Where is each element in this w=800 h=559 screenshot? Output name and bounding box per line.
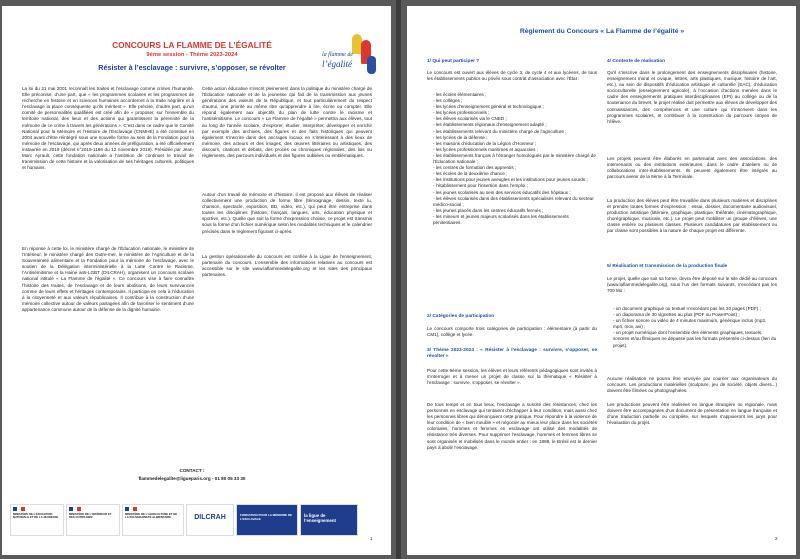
section-4-p2: Les projets peuvent être élaborés en partenariat avec des associations, des intervenants ou des institutions extérieures, dans le cadre d’ateliers ou de collaborations inter-établissements. Ils peuvent également être intégrés au parcours avenir de la 6ème à la Terminale. [607,156,777,180]
logo-fondation-esclavage [236,504,298,536]
intro-col2-p3: La gestion opérationnelle du concours est confiée à la Ligue de l’enseignement, partenaire du concours. L’ensemble des informations relatives au concours est accessible sur le site www.laflammedelegalite.org et les sites des principaux partenaires. [202,254,372,278]
file-formats-list [613,306,777,349]
flame-shape-icon [367,56,376,74]
intro-col2-p2: Autour d’un travail de mémoire et d’histoire, il est proposé aux élèves de réaliser collectivement une production de forme libre (témoignage, dessin, texte lu, chanson, spectacle, exposition, BD, vidéo, etc.), qui peut être entreprise dans toutes les disciplines (histoire, français, langues, arts, éducation physique et sportive, etc.). Quelle que soit la forme d’expression choisie, ce projet est transmis sous la forme d’un fichier numérique selon les modalités techniques et le calendrier précisés dans le règlement figurant ci-après. [202,192,372,234]
flamme-logo [322,34,382,78]
logo-text: MINISTÈRE DE L’ÉDUCATION NATIONALE ET DE LA JEUNESSE [13,512,59,520]
intro-col1-p1: La loi du 21 mai 2001 reconnaît les traites et l’esclavage comme crimes l’humanité. Elle préconise, d’une part, que « les programmes scolaires et les programmes de recherche en histoire et en sciences humaines accorderont à la traite négrière et à l’esclavage la place conséquente qu’ils méritent ». Elle précise, d’autre part, qu’un comité de personnalités qualifiées est créé afin de « proposer, sur l’ensemble du territoire national, des lieux et des actions qui garantissent la pérennité de la mémoire de ce crime à travers les générations ». C’est dans ce cadre que le Comité National pour la Mémoire et l’Histoire de l’Esclavage (CNMHE) a été constitué en 2004 avant d’être réintégré sous une nouvelle forme au sein de la Fondation pour la mémoire de l’esclavage, qui après deux années de préfiguration, a été officiellement instaurée en 2019 (décret n°2019-1166 du 12 novembre 2019). Présidée par Jean-Marc Ayrault, cette fondation nationale a l’ambition de continuer le travail de transmission de cette histoire et la valorisation de ses héritages culturels, politiques et humains. [22,86,194,171]
section-2-heading: 2/ Catégories de participation [427,314,495,319]
section-4-p1: Qu’il s’inscrive dans le prolongement des enseignements disciplinaires (histoire, enseignement moral et civique, lettres, arts plastiques, musique, histoire de l’art, etc.), au sein de dispositifs d’éducation artistique et culturelle (EAC), d’éducation socioculturelle (enseignement agricole), à l’occasion d’actions menées dans le cadre des enseignements pratiques interdisciplinaires (EPI) au collège ou de la soutenance du brevet, le projet réalisé doit permettre aux élèves de développer des connaissances, des compétences et une culture qui s’inscrivent dans les programmes scolaires, et contribuer à la construction du parcours citoyen de l’élève. [607,70,777,124]
marianne-flag-icon [125,507,137,511]
section-5-p3: Les productions peuvent être réalisées en langue étrangère ou régionale, mais doivent être accompagnées d’un document de présentation en langue française et d’une traduction partielle ou complète, sur lesquels s’appuieront les jurys pour l’évaluation du projet. [607,402,777,426]
section-3-p2: De tous temps et en tous lieux, l’esclavage a suscité des résistances, chez les personnes en esclavage qui tentaient d’échapper à leur condition, mais aussi chez les personnes libres qui dénonçaient cette pratique. Pour répondre à la violence de leur condition de « bien meuble » et négocier au mieux leur place dans les sociétés coloniales, hommes et femmes en esclavage ont utilisé des modalités de résistance très diverses. Pour supprimer l’esclavage, hommes et femmes libres se sont organisés et mobilisés dans le monde entier : en 1888, le Brésil est le dernier pays à abolir l’esclavage. [427,402,597,450]
list-item: - un fichier sonore ou vidéo de 4 minutes maximum, générique inclus (mp3, mp4, mov, avi) ; [613,318,777,330]
list-item: - les lycées professionnels maritimes et aquacoles ; [433,147,597,153]
list-item: - un document graphique ou textuel n’excédant pas les 20 pages (PDF) ; [613,306,777,312]
list-item: - un projet numérique dont l’ensemble des éléments graphiques, textuels, sonores et/ou filmiques ne dépasse pas les formats présentés ci-dessus (lien du projet). [613,330,777,348]
document-page-2 [407,6,796,555]
logo-text: la ligue de l’enseignement [304,513,336,523]
session-label: 9ème session - Thème 2023-2024 [146,52,238,58]
document-page-1 [2,6,391,555]
contact-value: flammedelegalite@ligueparis.org - 01 80 05 33 30 [138,476,246,481]
list-item: - les écoles de la deuxième chance ; [433,171,597,177]
logo-text: DILCRAH [194,514,226,521]
list-item: - les lycées de la défense ; [433,135,597,141]
list-item: - les établissements régionaux d’enseignement adapté ; [433,122,597,128]
list-item: - un diaporama de 30 vignettes au plus (PDF ou PowerPoint) ; [613,312,777,318]
list-item: - les jeunes placés dans les centres éducatifs fermés ; [433,208,597,214]
list-item: - les centres de formation des apprentis ; [433,165,597,171]
section-1-intro: Le concours est ouvert aux élèves de cycle 3, de cycle 4 et aux lycéens, de tous les établissements publics ou privés sous contrat d’association avec l’État : [427,70,597,82]
list-item: - les maisons d’éducation de la Légion d’Honneur ; [433,141,597,147]
list-item: - les établissements relevant du ministère chargé de l’agriculture ; [433,129,597,135]
reglement-title: Règlement du Concours « La Flamme de l’égalité » [519,28,685,35]
list-item: - les jeunes scolarisés au sein des services éducatifs des hôpitaux ; [433,190,597,196]
page-divider [396,0,401,559]
section-4-p3: La production des élèves peut être travaillée dans plusieurs matières et disciplines et prendre toutes formes d’expression : essai, dossier, documentaire audiovisuel, production artistique (littéraire, graphique, plastique, théâtrale, cinématographique, chorégraphique, musicale, etc.). Le projet peut mobiliser un groupe d’élèves, une classe entière ou plusieurs classes. Plusieurs candidatures par établissement ou par classe sont possibles à la nature de chaque projet est différente. [607,198,777,234]
theme-subtitle: Résister à l’esclavage : survivre, s’opposer, se révolter [98,63,286,72]
section-5-heading: 5/ Réalisation et transmission de la production finale [607,264,728,269]
section-2-text: Le concours comporte trois catégories de participation : élémentaire (à partir du CM1), collège et lycée. [427,326,597,338]
marianne-flag-icon [13,507,25,511]
contact-label: CONTACT : [179,468,205,473]
eligible-establishments-list [433,92,597,226]
section-1-heading: 1/ Qui peut participer ? [427,59,480,64]
list-item: - les élèves scolarisés via le CNED ; [433,116,597,122]
page-number: 2 [775,536,778,541]
list-item: - les lycées professionnels ; [433,110,597,116]
logo-text: FONDATION POUR LA MÉMOIRE DE L’ESCLAVAGE [240,513,292,521]
list-item: - les écoles élémentaires ; [433,92,597,98]
logo-ministere-education [10,504,64,536]
logo-text: MINISTÈRE DE L’AGRICULTURE ET DE LA SOUVERAINETÉ ALIMENTAIRE [125,512,178,520]
section-5-p1: Le projet, quelle que soit sa forme, devra être déposé sur le site dédié au concours (www.laflammedelegalite.org), sous l’un des formats suivants, n’excédant pas les 700 Mo : [607,276,777,294]
list-item: - les institutions pour jeunes aveugles et les institutions pour jeunes sourds ; [433,177,597,183]
section-5-p2: Aucune réalisation ne pourra être envoyée par courrier aux organisateurs du concours. Les productions matérielles (sculpture, jeu de société, objets divers...) doivent être filmées ou photographiées. [607,376,777,394]
list-item: - l’établissement pour l’insertion dans l’emploi ; [433,183,597,189]
list-item: - les élèves scolarisés dans des établissements spécialisés relevant du secteur médico-social ; [433,196,597,208]
page-number: 1 [370,536,373,541]
marianne-flag-icon [69,507,81,511]
list-item: - les collèges ; [433,98,597,104]
section-3-p1: Pour cette 9ème session, les élèves et leurs référents pédagogiques sont invités à s’interroger et à mener un projet de classe sur la thématique « Résister à l’esclavage : survivre, s’opposer, se révolter ». [427,368,597,386]
intro-col1-p2: En réponse à cette loi, le ministère chargé de l’Éducation nationale, le ministère de l’Intérieur, le ministère chargé des Outre-mer, le ministère de l’Agriculture et de la Souveraineté alimentaire et la Fondation pour la mémoire de l’esclavage, avec le soutien de la Délégation interministérielle à la Lutte Contre le Racisme, l’Antisémitisme et la Haine anti-LGBT (DILCRAH), organisent un concours scolaire national intitulé « La Flamme de l’égalité ». Ce concours vise à faire connaître l’histoire des traites, de l’esclavage et de leurs abolitions, de leurs survivances comme de leurs effets et héritages contemporains. Il participe en cela à l’éducation à la citoyenneté et aux valeurs républicaines. Il contribue à la construction d’une mémoire collective autour de valeurs partagées afin de favoriser le sentiment d’une appartenance commune autour de la défense de la dignité humaine. [22,246,194,312]
concours-title: CONCOURS LA FLAMME DE L’ÉGALITÉ [112,40,272,50]
section-4-heading: 4/ Contexte de réalisation [607,59,666,64]
logo-ministere-agriculture [122,504,184,536]
list-item: - les mineurs et jeunes majeurs scolarisés dans les établissements pénitentiaires. [433,214,597,226]
list-item: - les lycées d’enseignement général et technologique ; [433,104,597,110]
logo-word-1: la flamme de [322,52,353,58]
intro-col2-p1: Cette action éducative s’inscrit pleinement dans la politique du ministère chargé de l’Éducation nationale et de la jeunesse qui fait de la transmission aux jeunes générations des valeurs de la République, et tout particulièrement du respect d’autrui, une priorité au même titre qu’apprendre à lire, écrire ou compter. Elle répond également aux objectifs du plan de lutte contre le racisme et l’antisémitisme. Le concours « La Flamme de l’égalité » permettra aux élèves, tout au long de l’année scolaire, d’explorer, étudier, interpréter, développer et enrichir par exemple des archives, des figures et des faits historiques qui peuvent également s’inscrire dans des ancrages locaux en s’intéressant à des lieux de mémoire, des acteurs et des images, des œuvres littéraires ou artistiques, des discours, citations et débats, des procès ou chroniques régionales, des lois ou règlements, des parcours individuels et des figures oubliées ou emblématiques. [202,86,372,159]
list-item: - les établissements français à l’étranger homologués par le ministère chargé de l’Éducation nationale ; [433,153,597,165]
section-3-heading: 3/ Thème 2023-2024 : « Résister à l’esclavage : survivre, s’opposer, se révolter » [427,348,597,360]
logo-dilcrah [186,504,234,536]
logo-text: MINISTÈRE DE L’INTÉRIEUR ET DES OUTRE-MER [69,512,112,520]
logo-word-2: l’égalité [322,59,352,69]
logo-ministere-interieur [66,504,120,536]
logo-ligue-enseignement [300,504,358,536]
